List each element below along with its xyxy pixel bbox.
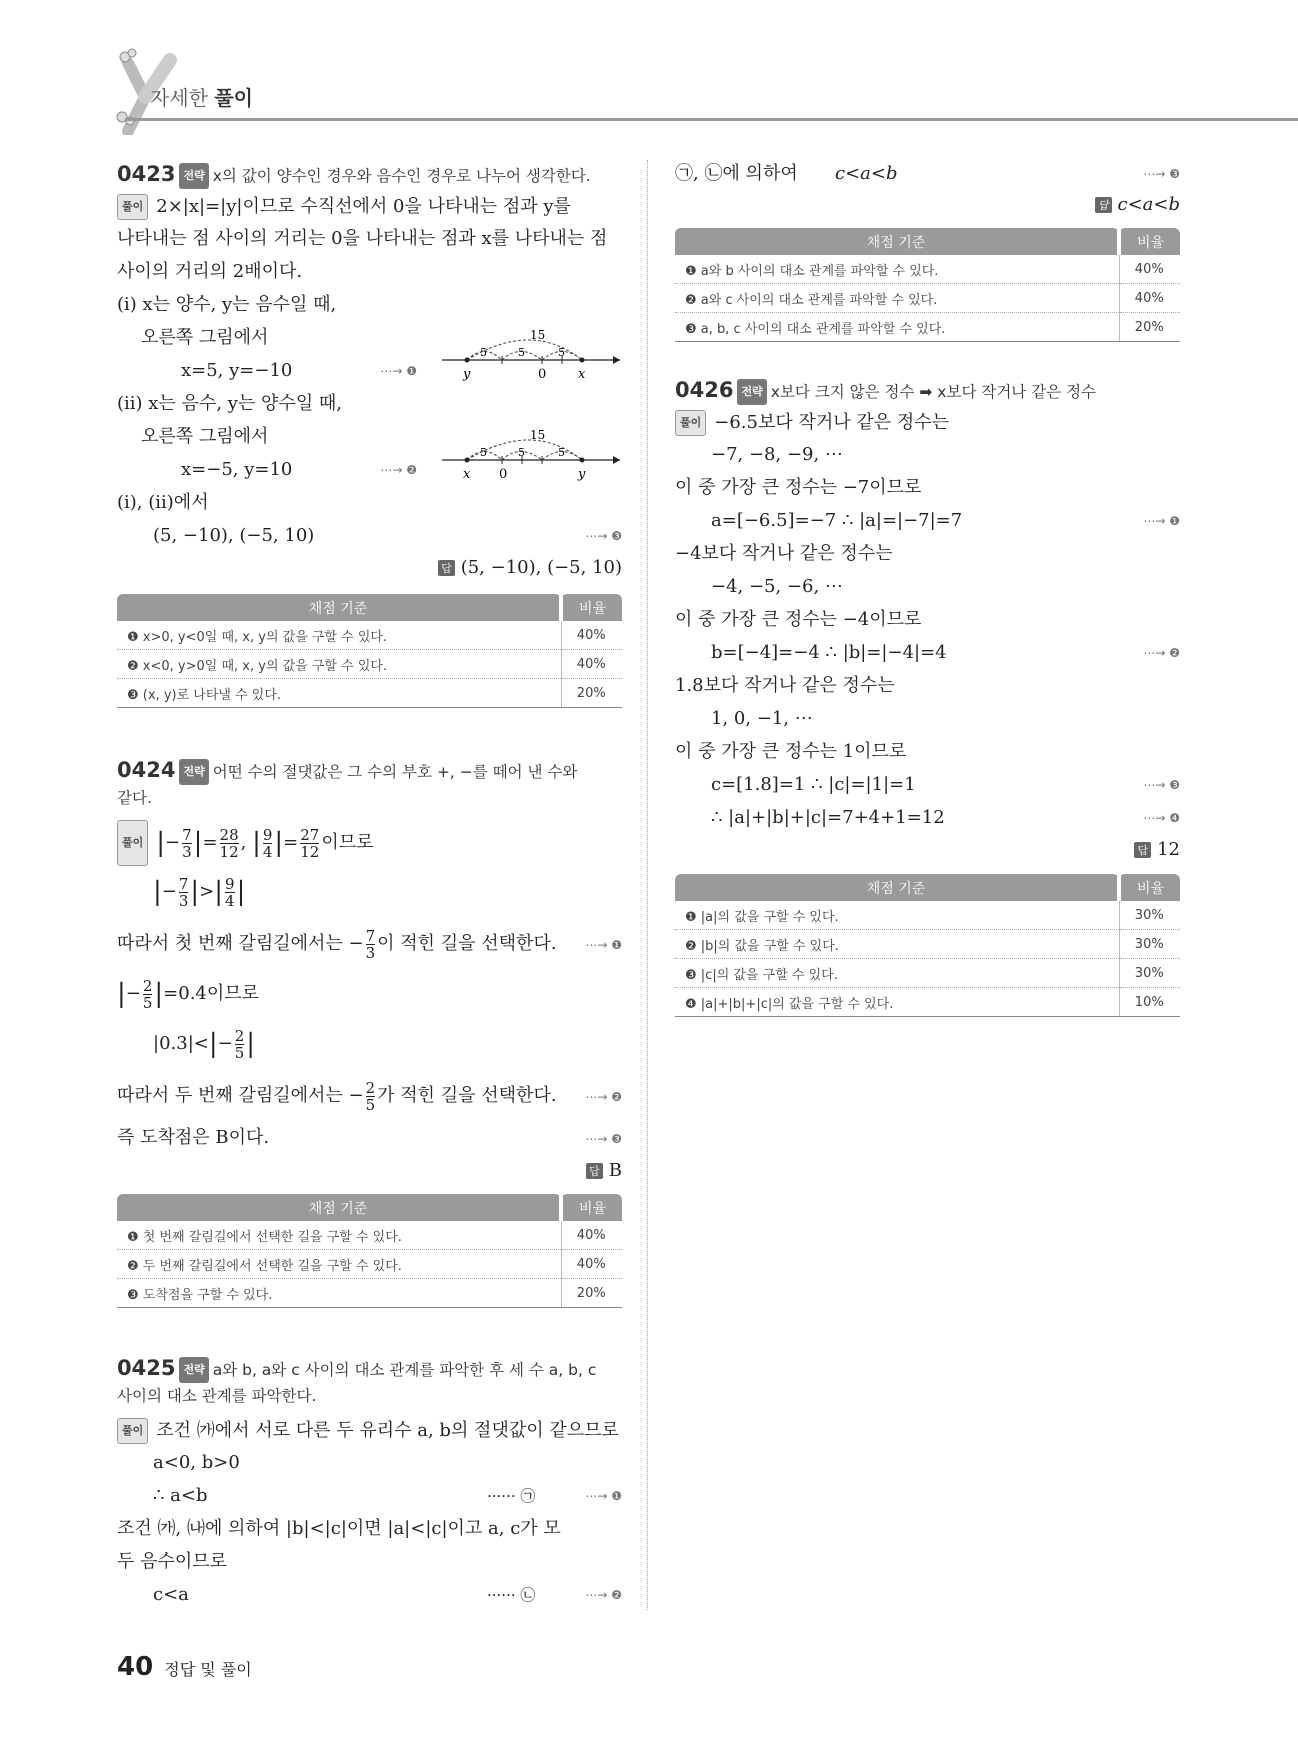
table-row: ❸ (x, y)로 나타낼 수 있다. 20% bbox=[117, 679, 622, 708]
fig-label-seg: 5 bbox=[558, 346, 565, 359]
solution-line: ∴ a<b bbox=[153, 1485, 208, 1506]
fig-label-seg: 5 bbox=[518, 346, 525, 359]
strategy-text: 사이의 대소 관계를 파악한다. bbox=[117, 1387, 317, 1405]
solution-line: 풀이 |− $\frac{7}{3}$ |= $\frac{28}{12}$ , | $\frac{9}{4}$ |= $\frac{27}{12}$ 이므로 bbox=[117, 820, 374, 864]
solution-line: 사이의 거리의 2배이다. bbox=[117, 261, 303, 282]
solution-line: 풀이 −6.5보다 작거나 같은 정수는 bbox=[675, 410, 949, 436]
answer: 답 (5, −10), (−5, 10) bbox=[438, 557, 622, 578]
criteria-table-0423: 채점 기준 비율 ❶ x>0, y<0일 때, x, y의 값을 구할 수 있다. 40% ❷ x<0, y>0일 때, x, y의 값을 구할 수 있다. 40% ❸ (x, y)로 나타낼 수 있다. 20% bbox=[117, 594, 622, 708]
page-title bbox=[150, 82, 253, 111]
case-1-heading: (ⅰ) x는 양수, y는 음수일 때, bbox=[117, 294, 337, 315]
table-row: ❶ x>0, y<0일 때, x, y의 값을 구할 수 있다. 40% bbox=[117, 621, 622, 650]
page-footer bbox=[117, 1652, 252, 1682]
solution-line: −4, −5, −6, ⋯ bbox=[711, 576, 843, 597]
solution-line: a<0, b>0 bbox=[153, 1452, 240, 1473]
criteria-table-0426: 채점 기준 비율 ❶ |a|의 값을 구할 수 있다. 30% ❷ |b|의 값을 구할 수 있다. 30% ❸ |c|의 값을 구할 수 있다. 30% ❹ |a|+|b|+|c|의 값을 구할 수 있다. 10% bbox=[675, 874, 1180, 1017]
case-line: 오른쪽 그림에서 bbox=[141, 327, 269, 348]
problem-0424-heading: 0424 전략 어떤 수의 절댓값은 그 수의 부호 +, −를 떼어 낸 수와 bbox=[117, 758, 577, 785]
solution-line: a=[−6.5]=−7 ∴ |a|=|−7|=7 bbox=[711, 510, 963, 531]
case-2-result: x=−5, y=10 bbox=[181, 459, 293, 480]
column-divider bbox=[647, 160, 648, 1610]
solution-line: 따라서 두 번째 갈림길에서는 − $\frac{2}{5}$ 가 적힌 길을 선택한다. bbox=[117, 1078, 557, 1114]
chapter-header-graphic bbox=[110, 45, 1298, 135]
step-marker: ⋯→ ❸ bbox=[585, 529, 622, 543]
table-row: ❷ x<0, y>0일 때, x, y의 값을 구할 수 있다. 40% bbox=[117, 650, 622, 679]
solution-line: c<a bbox=[153, 1584, 189, 1605]
table-row: ❶ a와 b 사이의 대소 관계를 파악할 수 있다. 40% bbox=[675, 255, 1180, 284]
fig-label-total: 15 bbox=[530, 328, 546, 342]
fig-label-seg: 5 bbox=[480, 346, 487, 359]
solution-line: 따라서 첫 번째 갈림길에서는 − $\frac{7}{3}$ 이 적힌 길을 선택한다. bbox=[117, 926, 557, 962]
solution-line: 두 음수이므로 bbox=[117, 1551, 228, 1572]
step-marker: ⋯→ ❶ bbox=[585, 1489, 622, 1503]
fig-label-point: y bbox=[463, 367, 471, 382]
step-marker: ⋯→ ❶ bbox=[380, 364, 417, 378]
strategy-text: 같다. bbox=[117, 789, 152, 807]
fig-label-point: y bbox=[578, 467, 586, 482]
solution-line: 이 중 가장 큰 정수는 −4이므로 bbox=[675, 609, 922, 630]
solution-line: b=[−4]=−4 ∴ |b|=|−4|=4 bbox=[711, 642, 947, 663]
step-marker: ⋯→ ❷ bbox=[380, 463, 417, 477]
solution-line: c=[1.8]=1 ∴ |c|=|1|=1 bbox=[711, 774, 916, 795]
fig-label-point: x bbox=[463, 467, 471, 482]
table-row: ❸ |c|의 값을 구할 수 있다. 30% bbox=[675, 959, 1180, 988]
table-row: ❶ |a|의 값을 구할 수 있다. 30% bbox=[675, 901, 1180, 930]
solution-line: −7, −8, −9, ⋯ bbox=[711, 444, 843, 465]
step-marker: ⋯→ ❷ bbox=[1143, 646, 1180, 660]
problem-0423-heading bbox=[117, 162, 591, 189]
title-light: 자세한 bbox=[150, 86, 208, 110]
number-line-figure-2 bbox=[442, 425, 622, 485]
table-row: ❹ |a|+|b|+|c|의 값을 구할 수 있다. 10% bbox=[675, 988, 1180, 1017]
solution-line: |0.3|<|− $\frac{2}{5}$ | bbox=[153, 1026, 256, 1062]
solution-line: −4보다 작거나 같은 정수는 bbox=[675, 543, 893, 564]
solution-line: |− $\frac{2}{5}$ |=0.4이므로 bbox=[117, 976, 260, 1012]
solution-line: 1.8보다 작거나 같은 정수는 bbox=[675, 675, 895, 696]
table-row: ❸ 도착점을 구할 수 있다. 20% bbox=[117, 1279, 622, 1308]
solution-line: (5, −10), (−5, 10) bbox=[153, 525, 315, 546]
step-marker: ⋯→ ❸ bbox=[585, 1132, 622, 1146]
solution-line: ㉠, ㉡에 의하여 bbox=[675, 163, 798, 184]
solution-line: ∴ |a|+|b|+|c|=7+4+1=12 bbox=[711, 807, 945, 828]
label-marker: ······ ㉡ bbox=[487, 1586, 536, 1604]
fig-label-seg: 5 bbox=[558, 446, 565, 459]
answer: 답 c<a<b bbox=[1095, 194, 1180, 215]
problem-0425-heading: 0425 전략 a와 b, a와 c 사이의 대소 관계를 파악한 후 세 수 a, b, c bbox=[117, 1356, 596, 1383]
answer: 답 12 bbox=[1134, 839, 1180, 860]
solution-line: 풀이 조건 ㈎에서 서로 다른 두 유리수 a, b의 절댓값이 같으므로 bbox=[117, 1418, 619, 1444]
step-marker: ⋯→ ❸ bbox=[1143, 778, 1180, 792]
fig-label-seg: 5 bbox=[480, 446, 487, 459]
solution-line: 즉 도착점은 B이다. bbox=[117, 1127, 270, 1148]
case-line: 오른쪽 그림에서 bbox=[141, 426, 269, 447]
title-bold: 풀이 bbox=[214, 86, 253, 110]
case-2-heading: (ⅱ) x는 음수, y는 양수일 때, bbox=[117, 393, 343, 414]
solution-line: c<a<b bbox=[835, 163, 898, 184]
criteria-table-0424: 채점 기준 비율 ❶ 첫 번째 갈림길에서 선택한 길을 구할 수 있다. 40% ❷ 두 번째 갈림길에서 선택한 길을 구할 수 있다. 40% ❸ 도착점을 구할 수 있다. 20% bbox=[117, 1194, 622, 1308]
fig-label-total: 15 bbox=[530, 428, 546, 442]
strategy-text: x의 값이 양수인 경우와 음수인 경우로 나누어 생각한다. bbox=[212, 167, 591, 185]
page-number: 40 bbox=[117, 1652, 154, 1682]
solution-line: 풀이 2×|x|=|y|이므로 수직선에서 0을 나타내는 점과 y를 bbox=[117, 194, 571, 220]
step-marker: ⋯→ ❹ bbox=[1143, 811, 1180, 825]
step-marker: ⋯→ ❷ bbox=[585, 1588, 622, 1602]
problem-number: 0423 bbox=[117, 162, 176, 186]
solution-line: |− $\frac{7}{3}$ |>| $\frac{9}{4}$ | bbox=[153, 874, 246, 910]
table-row: ❶ 첫 번째 갈림길에서 선택한 길을 구할 수 있다. 40% bbox=[117, 1221, 622, 1250]
label-marker: ······ ㉠ bbox=[487, 1487, 536, 1505]
fig-label-point: x bbox=[578, 367, 586, 382]
table-row: ❸ a, b, c 사이의 대소 관계를 파악할 수 있다. 20% bbox=[675, 313, 1180, 342]
solution-line: 이 중 가장 큰 정수는 −7이므로 bbox=[675, 477, 922, 498]
step-marker: ⋯→ ❶ bbox=[585, 938, 622, 952]
header-rule bbox=[125, 118, 1298, 121]
footer-label: 정답 및 풀이 bbox=[164, 1660, 252, 1679]
table-row: ❷ a와 c 사이의 대소 관계를 파악할 수 있다. 40% bbox=[675, 284, 1180, 313]
solution-line: 1, 0, −1, ⋯ bbox=[711, 708, 813, 729]
answer: 답 B bbox=[586, 1160, 622, 1181]
problem-0426-heading: 0426 전략 x보다 크지 않은 정수 ➡ x보다 작거나 같은 정수 bbox=[675, 378, 1096, 405]
number-line-figure-1 bbox=[442, 325, 622, 385]
solution-line: 이 중 가장 큰 정수는 1이므로 bbox=[675, 741, 907, 762]
solution-tag: 풀이 bbox=[117, 194, 148, 220]
fig-label-point: 0 bbox=[538, 367, 547, 382]
table-row: ❷ 두 번째 갈림길에서 선택한 길을 구할 수 있다. 40% bbox=[117, 1250, 622, 1279]
case-1-result: x=5, y=−10 bbox=[181, 360, 293, 381]
fig-label-seg: 5 bbox=[518, 446, 525, 459]
solution-line: 조건 ㈎, ㈏에 의하여 |b|<|c|이면 |a|<|c|이고 a, c가 모 bbox=[117, 1518, 561, 1539]
step-marker: ⋯→ ❶ bbox=[1143, 514, 1180, 528]
strategy-tag: 전략 bbox=[179, 163, 208, 189]
solution-line: (ⅰ), (ⅱ)에서 bbox=[117, 492, 209, 513]
fig-label-point: 0 bbox=[499, 467, 508, 482]
criteria-table-0425: 채점 기준 비율 ❶ a와 b 사이의 대소 관계를 파악할 수 있다. 40% ❷ a와 c 사이의 대소 관계를 파악할 수 있다. 40% ❸ a, b, c 사이의 대소 관계를 파악할 수 있다. 20% bbox=[675, 228, 1180, 342]
table-row: ❷ |b|의 값을 구할 수 있다. 30% bbox=[675, 930, 1180, 959]
step-marker: ⋯→ ❷ bbox=[585, 1090, 622, 1104]
step-marker: ⋯→ ❸ bbox=[1143, 167, 1180, 181]
solution-line: 나타내는 점 사이의 거리는 0을 나타내는 점과 x를 나타내는 점 bbox=[117, 228, 608, 249]
answer-icon: 답 bbox=[438, 560, 455, 576]
